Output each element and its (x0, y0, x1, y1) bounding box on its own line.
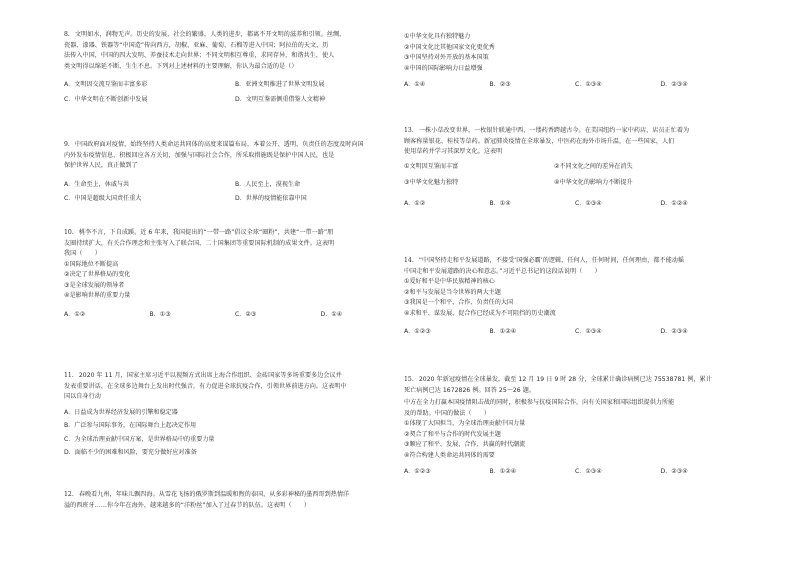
options (404, 467, 746, 478)
options (64, 80, 406, 105)
stem-line: 2020 年 11 月，国家主席习近平以视频方式出席上海合作组织、金砖国家等多场重要多边会议并 (78, 372, 342, 379)
question-number: 13. (404, 127, 414, 134)
stem-line: 法传入中国，中国的四大发明、养蚕技术走向世界；不同文明相互尊重，求同存异，和谐共生，使人 (64, 52, 335, 59)
option-d[interactable]: D．①②④ (660, 199, 688, 207)
option-a[interactable]: A．①④ (404, 81, 426, 88)
question-number: 12. (64, 491, 74, 498)
statement-4: ④符合构建人类命运共同体的需要 (404, 451, 495, 459)
option-a[interactable]: A．①② (64, 310, 86, 318)
options (404, 80, 746, 91)
stem-line: 文明如水，润物无声。历史的发展，社会的繁盛，人类的进步，都离不开文明的滋养和引领。丝绸、 (74, 31, 346, 38)
statement-3: ③是全球发展的领导者 (64, 281, 125, 289)
option-b[interactable]: B．②③ (489, 81, 511, 88)
option-a[interactable]: A．①②③ (404, 328, 431, 335)
stem-line: 使用草药并学习其深厚文化。这表明 (404, 148, 503, 155)
statement-3: ③顺应了和平、发展、合作、共赢的时代潮流 (404, 441, 526, 448)
options (64, 310, 406, 321)
statement-4: ④是影响世界的重要力量 (64, 292, 131, 299)
stem-line: 死亡病例已达 1672826 例。回答 25～26 题。 (404, 386, 536, 394)
option-c[interactable]: C．①③④ (575, 468, 602, 475)
question-13 (404, 126, 746, 209)
option-c[interactable]: C．①③④ (575, 199, 602, 207)
stem-line: 一株小草改变世界，一枚银针联通中西，一缕药香跨越古今。在美国纽约一家中药店，店员正忙着为 (418, 127, 690, 134)
statement-1: ①国际地位不断提高 (64, 260, 119, 268)
option-b[interactable]: B．亚洲文明推进了世界文明发展 (235, 81, 325, 88)
stem-line: “中国坚持走和平发展道路，不接受‘国强必霸’的逻辑，任何人，任何时间，任何理由，都不能动摇 (418, 257, 685, 264)
stem-line: 瓷器、漆器、铁器等“中国造”传向西方，胡椒、亚麻、葡萄、石榴等进入中国；阿拉伯的天文、历 (64, 41, 329, 49)
question-14 (404, 256, 746, 338)
option-d[interactable]: D．世界的疫情能依靠中国 (235, 195, 307, 202)
option-d[interactable]: D．②③④ (660, 468, 688, 475)
option-b[interactable]: B．①④ (489, 199, 511, 207)
stem-line: 春晚看九州，年味儿飘四海。从雪花飞扬的俄罗斯到温暖和煦的泰国，从多彩神秘的墨西哥到热情洋 (78, 491, 350, 498)
stem-line: 内外发布疫情信息，积极回应各方关切，加强与国际社会合作，所采取措施既是保护中国人民，也是 (64, 151, 335, 159)
option-c[interactable]: C．中国是超级大国责任重大 (64, 195, 142, 202)
question-number: 10. (64, 229, 74, 236)
statement-4: ④求和平、谋发展、促合作已经成为不可阻挡的历史潮流 (404, 309, 556, 317)
question-10 (64, 228, 406, 320)
stem-line: 中国走和平发展道路的决心和意志。”习近平总书记的这段话说明（ ） (404, 267, 601, 275)
statement-1: ①爱好和平是中华民族精神的核心 (404, 278, 495, 285)
stem-line: 我国（ ） (64, 250, 101, 257)
stem-line: 桃李不言，下自成蹊。近 6 年来，我国提出的“一带一路”倡议全球“圈粉”，共建“一带一路”朋 (78, 229, 334, 236)
option-a[interactable]: A．文明因交流互鉴而丰富多彩 (64, 81, 148, 88)
question-15 (404, 375, 746, 478)
question-number: 11. (64, 372, 74, 379)
statement-row (404, 178, 746, 189)
option-c[interactable]: C．①③④ (575, 81, 602, 88)
question-11 (64, 371, 406, 459)
stem-line: 中方在全力打赢本国疫情阻击战的同时，积极参与抗疫国际合作，向有关国家和国际组织提供力所能 (404, 399, 675, 406)
options (64, 180, 406, 205)
statement-2: ②不同文化之间的差异在消失 (554, 162, 633, 170)
option-a[interactable]: A．生命至上，休戚与共 (64, 180, 130, 188)
question-number: 9. (64, 141, 70, 148)
stem-line: 国以自身行动 (64, 393, 101, 400)
option-d[interactable]: D．文明互鉴需侧重借鉴人文精神 (235, 95, 326, 103)
stem-line: 保护世界人民，真正做到了 (64, 162, 138, 169)
stem-line: 中国政府面对疫情，始终坚持人类命运共同体的高度来谋篇布局，本着公开、透明、负责任的态度及时向国 (74, 141, 364, 148)
statement-row (404, 162, 746, 173)
statement-3: ③中国坚持对外开放的基本国策 (404, 54, 489, 61)
statement-1: ①文明因互鉴而丰富 (404, 162, 459, 170)
statement-3: ③我国是一个和平、合作、负责任的大国 (404, 299, 514, 306)
statement-1: ①中华文化具有独特魅力 (404, 33, 471, 40)
option-b[interactable]: B．人民至上，漠视生命 (235, 180, 301, 188)
question-number: 14. (404, 257, 414, 264)
statement-2: ②契合了和平与合作的时代发展主题 (404, 430, 501, 438)
option-a[interactable]: A．日益成为世界经济发展的引擎和稳定器 (64, 408, 178, 416)
option-d[interactable]: D．②③④ (660, 328, 688, 335)
question-number: 15. (404, 376, 414, 383)
option-c[interactable]: C．①③④ (575, 328, 602, 335)
option-a[interactable]: A．①②③ (404, 468, 431, 475)
option-c[interactable]: C．为全球治理贡献中国方案，是世界格局中的重要力量 (64, 435, 215, 443)
option-d[interactable]: D．面临不少的困难和风险，要充分做好应对准备 (64, 449, 197, 456)
stem-line: 溢的西班牙……你今年在海外，越来越多的“洋粉丝”加入了过春节的队伍。这表明（ ） (64, 501, 311, 509)
option-c[interactable]: C．中华文明在不断创新中发展 (64, 95, 148, 103)
question-12-continued (404, 32, 746, 91)
option-b[interactable]: B．①③ (149, 310, 171, 318)
question-8 (64, 30, 406, 105)
options (404, 327, 746, 338)
statement-2: ②决定了世界格局的变化 (64, 271, 131, 278)
option-c[interactable]: C．②③ (235, 310, 257, 318)
stem-line: 发表重要讲话，在全球多边舞台上发出时代强音，有力促进全球抗疫合作，引领世界前进方向。这表明中 (64, 382, 347, 390)
question-9 (64, 140, 406, 205)
option-d[interactable]: D．①④ (320, 310, 343, 318)
option-a[interactable]: A．①② (404, 199, 426, 207)
statement-1: ①体现了大国担当，为全球治理贡献中国力量 (404, 420, 526, 427)
statement-2: ②中国文化比其他国家文化更优秀 (404, 43, 495, 51)
stem-line: 2020 年新冠疫情在全球暴发，截至 12 月 19 日 9 时 28 分，全球累计确诊病例已达 75538781 例，累计 (418, 376, 712, 383)
option-b[interactable]: B．广泛参与国际事务，在国际舞台上起决定作用 (64, 422, 197, 429)
stem-line: 及的帮助。中国的做法（ ） (404, 409, 491, 417)
stem-line: 顾客称量银花、桂枝等草药。新冠肺炎疫情在全球暴发，中医药在海外市场升温，在一些国家，人们 (404, 137, 675, 145)
option-b[interactable]: B．①②④ (489, 328, 517, 335)
stem-line: 友圈持续扩大，有关合作理念和主张写入了联合国、二十国集团等重要国际机制的成果文件。这表明 (64, 239, 335, 247)
statement-4: ④中国的国际影响力日益增强 (404, 64, 483, 72)
statement-3: ③中华文化魅力独特 (404, 179, 459, 186)
question-12 (64, 490, 406, 511)
stem-line: 类文明得以绵延不断、生生不息。下列对上述材料的主要理解，你认为最合适的是（） (64, 62, 298, 70)
statement-4: ④中华文化的影响力不断提升 (554, 179, 633, 186)
option-b[interactable]: B．①②④ (489, 468, 517, 475)
option-d[interactable]: D．②③④ (660, 81, 688, 88)
options (404, 199, 746, 210)
question-number: 8. (64, 31, 70, 38)
statement-2: ②和平与发展是当今世界的两大主题 (404, 288, 501, 296)
